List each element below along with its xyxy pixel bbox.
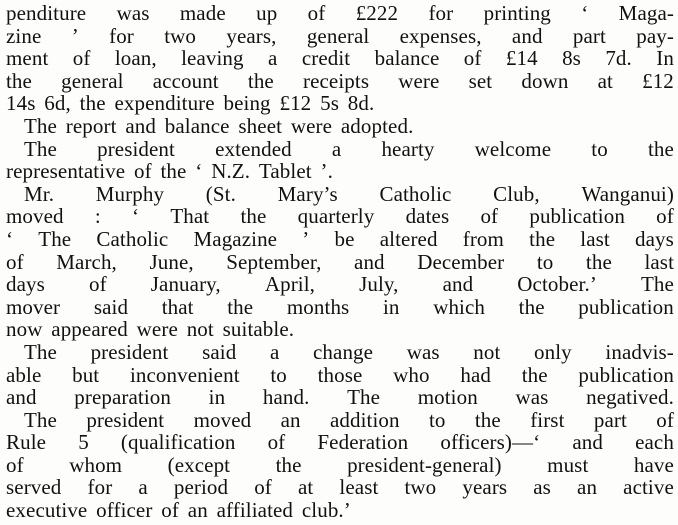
word: of <box>161 498 179 523</box>
word: the <box>518 294 545 319</box>
word: report <box>65 113 117 138</box>
text-line <box>6 476 674 499</box>
word: now <box>6 317 43 342</box>
word: welcome <box>474 136 552 161</box>
word: appeared <box>51 317 128 342</box>
word: of <box>6 249 24 274</box>
word: change <box>313 339 374 364</box>
word: dates <box>405 204 450 229</box>
word: extended <box>215 136 292 161</box>
word: credit <box>301 46 351 71</box>
word: ‘ <box>6 226 14 251</box>
word: and <box>125 113 156 138</box>
word: September, <box>226 249 322 274</box>
word: ’ <box>71 23 79 48</box>
word: publication <box>578 362 674 387</box>
word: from <box>462 226 504 251</box>
word: Maga- <box>618 1 674 25</box>
word: hand. <box>262 385 310 410</box>
word: leaving <box>181 46 244 71</box>
word: balance <box>164 113 230 138</box>
word: 8d. <box>347 91 375 116</box>
word: negatived. <box>586 385 674 410</box>
word: of <box>656 407 674 432</box>
word: £14 <box>505 46 538 71</box>
word: and <box>572 430 603 455</box>
word: moved <box>6 204 64 229</box>
word: March, <box>56 249 117 274</box>
word: not <box>186 317 214 342</box>
word: made <box>179 1 226 25</box>
word: addition <box>329 407 400 432</box>
word: were <box>398 68 440 93</box>
word: January, <box>150 272 221 297</box>
word: for <box>428 1 454 25</box>
word: the <box>227 294 254 319</box>
word: of <box>463 46 482 71</box>
word: as <box>533 475 551 500</box>
word: inconvenient <box>129 362 240 387</box>
word: a <box>331 136 342 161</box>
word: pay- <box>636 23 674 48</box>
word: only <box>534 339 572 364</box>
word: the <box>240 204 267 229</box>
word: were <box>136 317 178 342</box>
word: and <box>442 272 474 297</box>
word: expenditure <box>114 91 215 116</box>
word: June, <box>149 249 194 274</box>
word: Catholic <box>96 226 169 251</box>
text-line <box>6 2 674 25</box>
word: of <box>6 452 24 477</box>
word: The <box>24 136 57 161</box>
text-line <box>6 318 674 341</box>
word: Mary’s <box>277 181 338 206</box>
word: The <box>38 226 72 251</box>
word: which <box>433 294 486 319</box>
word: ‘ <box>195 159 203 184</box>
text-line <box>6 70 674 93</box>
word: to <box>428 407 446 432</box>
word: the <box>474 407 501 432</box>
word: The <box>641 272 674 297</box>
word: was <box>116 1 150 25</box>
word: affiliated <box>216 498 294 523</box>
text-line <box>6 205 674 228</box>
word: the <box>647 136 674 161</box>
word: said <box>93 294 129 319</box>
word: up <box>256 1 278 25</box>
word: and <box>511 23 543 48</box>
word: and <box>354 249 385 274</box>
word: for <box>87 475 113 500</box>
word: moved <box>193 407 252 432</box>
word: £12 <box>642 68 674 93</box>
word: general <box>306 23 370 48</box>
text-line <box>6 364 674 387</box>
word: of <box>307 1 326 25</box>
word: part <box>593 407 627 432</box>
word: balance <box>374 46 440 71</box>
word: preparation <box>74 385 171 410</box>
word: ’ <box>302 226 310 251</box>
word: set <box>468 68 493 93</box>
word: loan, <box>114 46 157 71</box>
word: to <box>270 362 287 387</box>
word: The <box>24 339 57 364</box>
word: 8s <box>562 46 581 71</box>
word: not <box>473 339 501 364</box>
word: last <box>580 226 610 251</box>
text-line <box>6 25 674 48</box>
word: the <box>275 452 302 477</box>
word: The <box>24 113 57 138</box>
text-line <box>6 296 674 319</box>
word: Magazine <box>193 226 278 251</box>
word: 14s <box>6 91 36 116</box>
word: president <box>86 407 165 432</box>
word: adopted. <box>340 113 414 138</box>
word: publication <box>578 294 674 319</box>
word: those <box>317 362 363 387</box>
word: £12 <box>279 91 312 116</box>
text-line <box>6 183 674 206</box>
text-line <box>6 228 674 251</box>
word: at <box>597 68 613 93</box>
text-line <box>6 431 674 454</box>
word: period <box>173 475 229 500</box>
word: ‘ <box>581 1 589 25</box>
text-line <box>6 160 674 183</box>
word: have <box>633 452 674 477</box>
word: Murphy <box>95 181 165 206</box>
word: part <box>572 23 606 48</box>
word: president <box>97 136 175 161</box>
text-line <box>6 341 674 364</box>
word: served <box>6 475 62 500</box>
word: of <box>72 46 91 71</box>
word: publication <box>529 204 625 229</box>
word: December <box>417 249 505 274</box>
word: months <box>286 294 350 319</box>
article-text <box>6 2 674 522</box>
word: was <box>515 385 549 410</box>
word: (St. <box>205 181 236 206</box>
word: quarterly <box>297 204 375 229</box>
word: officer <box>96 498 153 523</box>
word: of <box>656 204 674 229</box>
word: receipts <box>303 68 370 93</box>
word: president-general) <box>347 452 502 477</box>
word: Rule <box>6 430 47 455</box>
word: motion <box>417 385 478 410</box>
text-line <box>6 499 674 522</box>
word: the <box>247 68 274 93</box>
word: of <box>133 159 152 184</box>
word: ’. <box>320 159 333 184</box>
word: each <box>635 430 674 455</box>
word: zine <box>6 23 42 48</box>
word: 7d. <box>605 46 632 71</box>
text-line <box>6 115 674 138</box>
word: : <box>94 204 101 229</box>
word: officers)—‘ <box>440 430 541 455</box>
text-line <box>6 47 674 70</box>
word: representative <box>6 159 126 184</box>
word: account <box>152 68 219 93</box>
word: the <box>79 91 106 116</box>
text-line <box>6 386 674 409</box>
word: to <box>591 136 608 161</box>
word: general <box>61 68 124 93</box>
word: but <box>72 362 100 387</box>
word: be <box>334 226 355 251</box>
word: for <box>109 23 134 48</box>
word: the <box>6 68 32 93</box>
word: Mr. <box>24 181 55 206</box>
word: ment <box>6 46 49 71</box>
word: two <box>404 475 437 500</box>
word: able <box>6 362 42 387</box>
word: hearty <box>381 136 435 161</box>
word: expenses, <box>399 23 482 48</box>
text-line <box>6 92 674 115</box>
word: the <box>521 362 548 387</box>
text-line <box>6 138 674 161</box>
word: of <box>267 430 286 455</box>
word: penditure <box>6 1 87 25</box>
word: an <box>280 407 301 432</box>
word: the <box>160 159 187 184</box>
word: (qualification <box>120 430 236 455</box>
text-line <box>6 273 674 296</box>
word: club.’ <box>301 498 351 523</box>
word: least <box>339 475 379 500</box>
word: the <box>585 249 612 274</box>
word: had <box>460 362 491 387</box>
word: the <box>529 226 556 251</box>
word: who <box>393 362 430 387</box>
word: years <box>462 475 508 500</box>
word: of <box>480 204 499 229</box>
word: that <box>161 294 194 319</box>
word: printing <box>483 1 551 25</box>
word: president <box>90 339 169 364</box>
text-line <box>6 454 674 477</box>
word: in <box>382 294 400 319</box>
word: The <box>347 385 381 410</box>
word: Federation <box>317 430 409 455</box>
word: were <box>290 113 333 138</box>
word: inadvis- <box>605 339 674 364</box>
word: being <box>223 91 271 116</box>
text-line <box>6 251 674 274</box>
word: active <box>623 475 674 500</box>
word: first <box>530 407 565 432</box>
word: 5s <box>320 91 339 116</box>
word: of <box>254 475 272 500</box>
word: and <box>6 385 37 410</box>
word: said <box>202 339 237 364</box>
word: down <box>521 68 569 93</box>
word: In <box>656 46 674 71</box>
word: executive <box>6 498 88 523</box>
word: (except <box>167 452 231 477</box>
word: Catholic <box>379 181 452 206</box>
word: days <box>635 226 674 251</box>
word: at <box>297 475 314 500</box>
word: Club, <box>493 181 540 206</box>
word: The <box>24 407 57 432</box>
word: of <box>88 272 107 297</box>
word: an <box>187 498 208 523</box>
word: was <box>406 339 440 364</box>
word: ‘ <box>132 204 140 229</box>
word: altered <box>379 226 438 251</box>
word: a <box>268 46 278 71</box>
word: a <box>269 339 280 364</box>
word: £222 <box>355 1 399 25</box>
word: sheet <box>238 113 283 138</box>
word: N.Z. <box>211 159 251 184</box>
word: a <box>138 475 148 500</box>
word: days <box>6 272 45 297</box>
word: 6d, <box>44 91 71 116</box>
word: That <box>170 204 210 229</box>
word: October.’ <box>517 272 597 297</box>
word: last <box>644 249 674 274</box>
word: July, <box>359 272 399 297</box>
word: two <box>164 23 197 48</box>
word: Wanganui) <box>581 181 674 206</box>
word: Tablet <box>258 159 312 184</box>
word: years, <box>226 23 277 48</box>
word: mover <box>6 294 61 319</box>
word: must <box>547 452 589 477</box>
word: an <box>577 475 598 500</box>
word: whom <box>69 452 123 477</box>
word: 5 <box>78 430 89 455</box>
word: in <box>208 385 226 410</box>
word: suitable. <box>222 317 295 342</box>
text-line <box>6 409 674 432</box>
word: April, <box>264 272 316 297</box>
word: to <box>536 249 554 274</box>
